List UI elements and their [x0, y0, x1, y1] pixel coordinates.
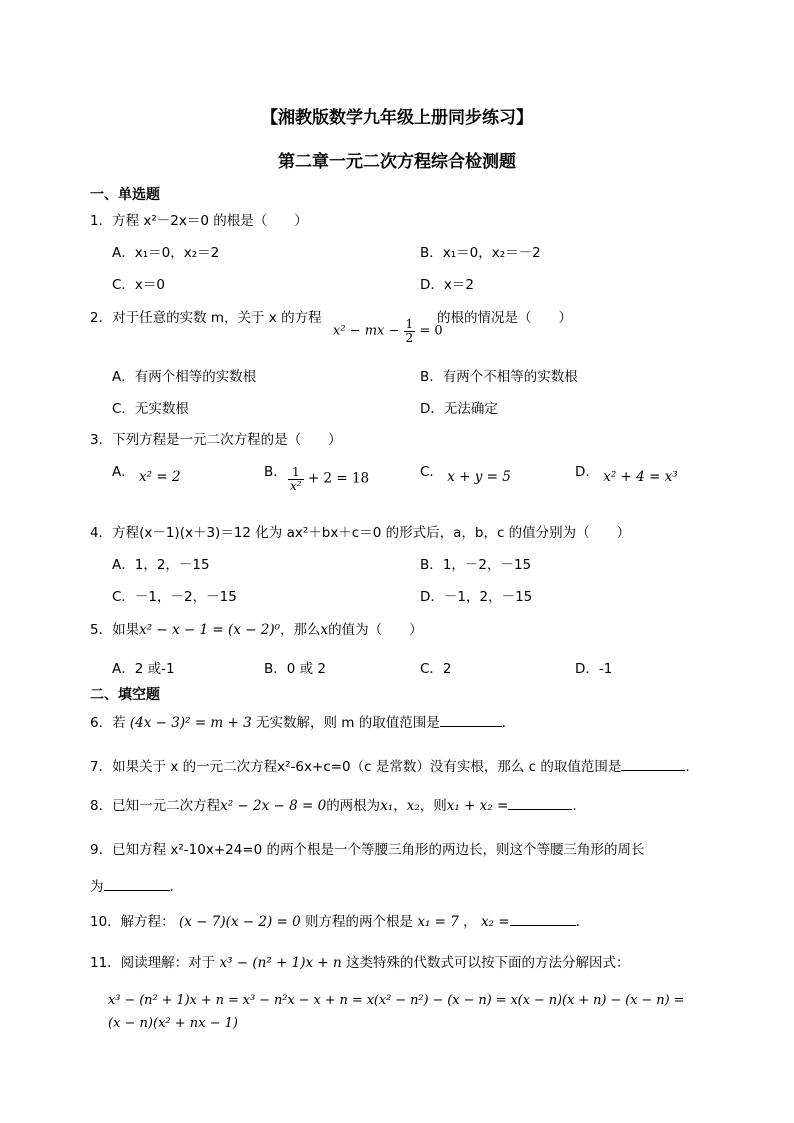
separator: ，: [463, 914, 477, 930]
question-6-equation: (4x − 3)² = m + 3: [129, 715, 252, 731]
question-1-option-d: D．x＝2: [420, 277, 474, 293]
question-3-option-d: [575, 460, 678, 485]
question-10-mid: 则方程的两个根是: [305, 914, 414, 930]
option-label: C．: [420, 464, 443, 480]
question-2-pre: 2．对于任意的实数 m，关于 x 的方程: [90, 310, 322, 326]
root-x1: x₁: [380, 798, 394, 814]
question-4-option-b: B．1，－2，－15: [420, 557, 532, 573]
question-8-mid: 的两根为: [326, 798, 381, 814]
question-8-end: .: [572, 798, 577, 814]
question-3-stem: 3．下列方程是一元二次方程的是（ ）: [90, 432, 342, 448]
question-10: [90, 910, 589, 930]
separator: ，: [393, 798, 407, 814]
section-heading-fill-blank: 二、填空题: [90, 687, 160, 703]
question-5: [90, 618, 423, 638]
question-11-post: 这类特殊的代数式可以按下面的方法分解因式：: [346, 955, 630, 971]
fraction-numerator: 1: [288, 466, 304, 480]
question-10-pre: 10．解方程：: [90, 914, 175, 930]
option-b-rest: + 2 = 18: [307, 470, 370, 487]
question-9-line-1: 9．已知方程 x²-10x+24=0 的两个根是一个等腰三角形的两边长，则这个等腰三角形的周长: [90, 842, 645, 858]
question-1-stem: 1．方程 x²－2x＝0 的根是（ ）: [90, 213, 308, 229]
question-8-equation: x² − 2x − 8 = 0: [220, 798, 327, 814]
question-2-option-b: B．有两个不相等的实数根: [420, 369, 578, 385]
question-3-option-c: [420, 460, 511, 485]
question-7-text: 7．如果关于 x 的一元二次方程x²-6x+c=0（c 是常数）没有实根，那么 c 的取值范围是: [90, 759, 622, 775]
question-2-option-d: D．无法确定: [420, 401, 498, 417]
question-6: [90, 711, 515, 731]
question-2-equation: [333, 318, 443, 344]
question-5-option-b: B．0 或 2: [264, 661, 327, 677]
option-math: x + y = 5: [447, 469, 511, 485]
question-6-post: 无实数解，则 m 的取值范围是: [256, 715, 440, 731]
question-9-line-2: [90, 875, 183, 895]
question-10-equation: (x − 7)(x − 2) = 0: [178, 914, 301, 930]
page-title: 【湘教版数学九年级上册同步练习】: [261, 108, 533, 128]
question-1-option-b: B．x₁＝0，x₂＝－2: [420, 245, 541, 261]
fraction-numerator: 1: [405, 317, 414, 331]
option-math: x² = 2: [139, 469, 181, 485]
answer-blank[interactable]: [510, 913, 576, 926]
question-8-then: ，则: [419, 798, 447, 814]
question-9-pre: 为: [90, 879, 104, 895]
question-3-option-a: [112, 460, 181, 485]
question-8: [90, 794, 577, 814]
page-subtitle: 第二章一元二次方程综合检测题: [278, 152, 516, 172]
option-label: A．: [112, 464, 135, 480]
root-x2: x₂: [406, 798, 420, 814]
question-1-option-a: A．x₁＝0，x₂＝2: [112, 245, 220, 261]
question-11-pre: 11．阅读理解：对于: [90, 955, 216, 971]
fraction-denominator: x²: [290, 478, 302, 493]
question-2-fraction: [404, 318, 416, 344]
question-2-equation-left: x² − mx −: [333, 323, 400, 339]
question-4-option-c: C．－1，－2，－15: [112, 589, 237, 605]
question-5-pre: 5．如果: [90, 622, 140, 638]
question-11-derivation-line-1: x³ − (n² + 1)x + n = x³ − n²x − x + n = x(x² − n²) − (x − n) = x(x − n)(x + n) − (x − n) =: [108, 993, 685, 1008]
answer-blank[interactable]: [508, 797, 572, 810]
question-5-equation: x² − x − 1 = (x − 2)⁰: [139, 622, 281, 638]
question-2-option-c: C．无实数根: [112, 401, 189, 417]
section-heading-single-choice: 一、单选题: [90, 187, 160, 203]
question-6-pre: 6．若: [90, 715, 126, 731]
question-4-option-d: D．－1，2，－15: [420, 589, 533, 605]
answer-blank[interactable]: [621, 758, 685, 771]
question-11: [90, 951, 630, 971]
question-5-option-d: D．-1: [575, 661, 613, 677]
question-7: [90, 755, 690, 775]
question-7-end: .: [685, 759, 690, 775]
question-2-option-a: A．有两个相等的实数根: [112, 369, 257, 385]
question-5-post: 的值为（ ）: [328, 622, 423, 638]
question-2-equation-right: = 0: [419, 323, 443, 339]
question-5-option-c: C．2: [420, 661, 452, 677]
question-4-stem: 4．方程(x－1)(x＋3)＝12 化为 ax²＋bx＋c＝0 的形式后，a，b，c 的值分别为（ ）: [90, 525, 631, 541]
question-3-option-b-fraction: [288, 466, 304, 492]
root-x2: x₂ =: [480, 914, 510, 930]
root-x1: x₁ = 7: [417, 914, 459, 930]
question-3-option-b-label: B．: [264, 464, 287, 480]
question-10-end: ．: [575, 914, 590, 930]
question-1-option-c: C．x＝0: [112, 277, 166, 293]
answer-blank[interactable]: [104, 878, 170, 891]
question-8-pre: 8．已知一元二次方程: [90, 798, 221, 814]
option-math: x² + 4 = x³: [603, 469, 678, 485]
question-3-option-b-math: [288, 466, 369, 492]
question-5-option-a: A．2 或-1: [112, 661, 175, 677]
question-4-option-a: A．1，2，－15: [112, 557, 210, 573]
question-5-mid: ，那么: [280, 622, 321, 638]
fraction-denominator: 2: [405, 330, 414, 345]
question-2-post: 的根的情况是（ ）: [437, 310, 572, 326]
question-11-expression: x³ − (n² + 1)x + n: [219, 955, 342, 971]
option-label: D．: [575, 464, 599, 480]
question-6-end: ．: [501, 715, 516, 731]
answer-blank[interactable]: [440, 714, 502, 727]
question-5-variable: x: [320, 622, 329, 638]
question-9-end: ．: [169, 879, 183, 895]
roots-sum: x₁ + x₂ =: [446, 798, 509, 814]
question-11-derivation-line-2: (x − n)(x² + nx − 1): [108, 1016, 238, 1031]
